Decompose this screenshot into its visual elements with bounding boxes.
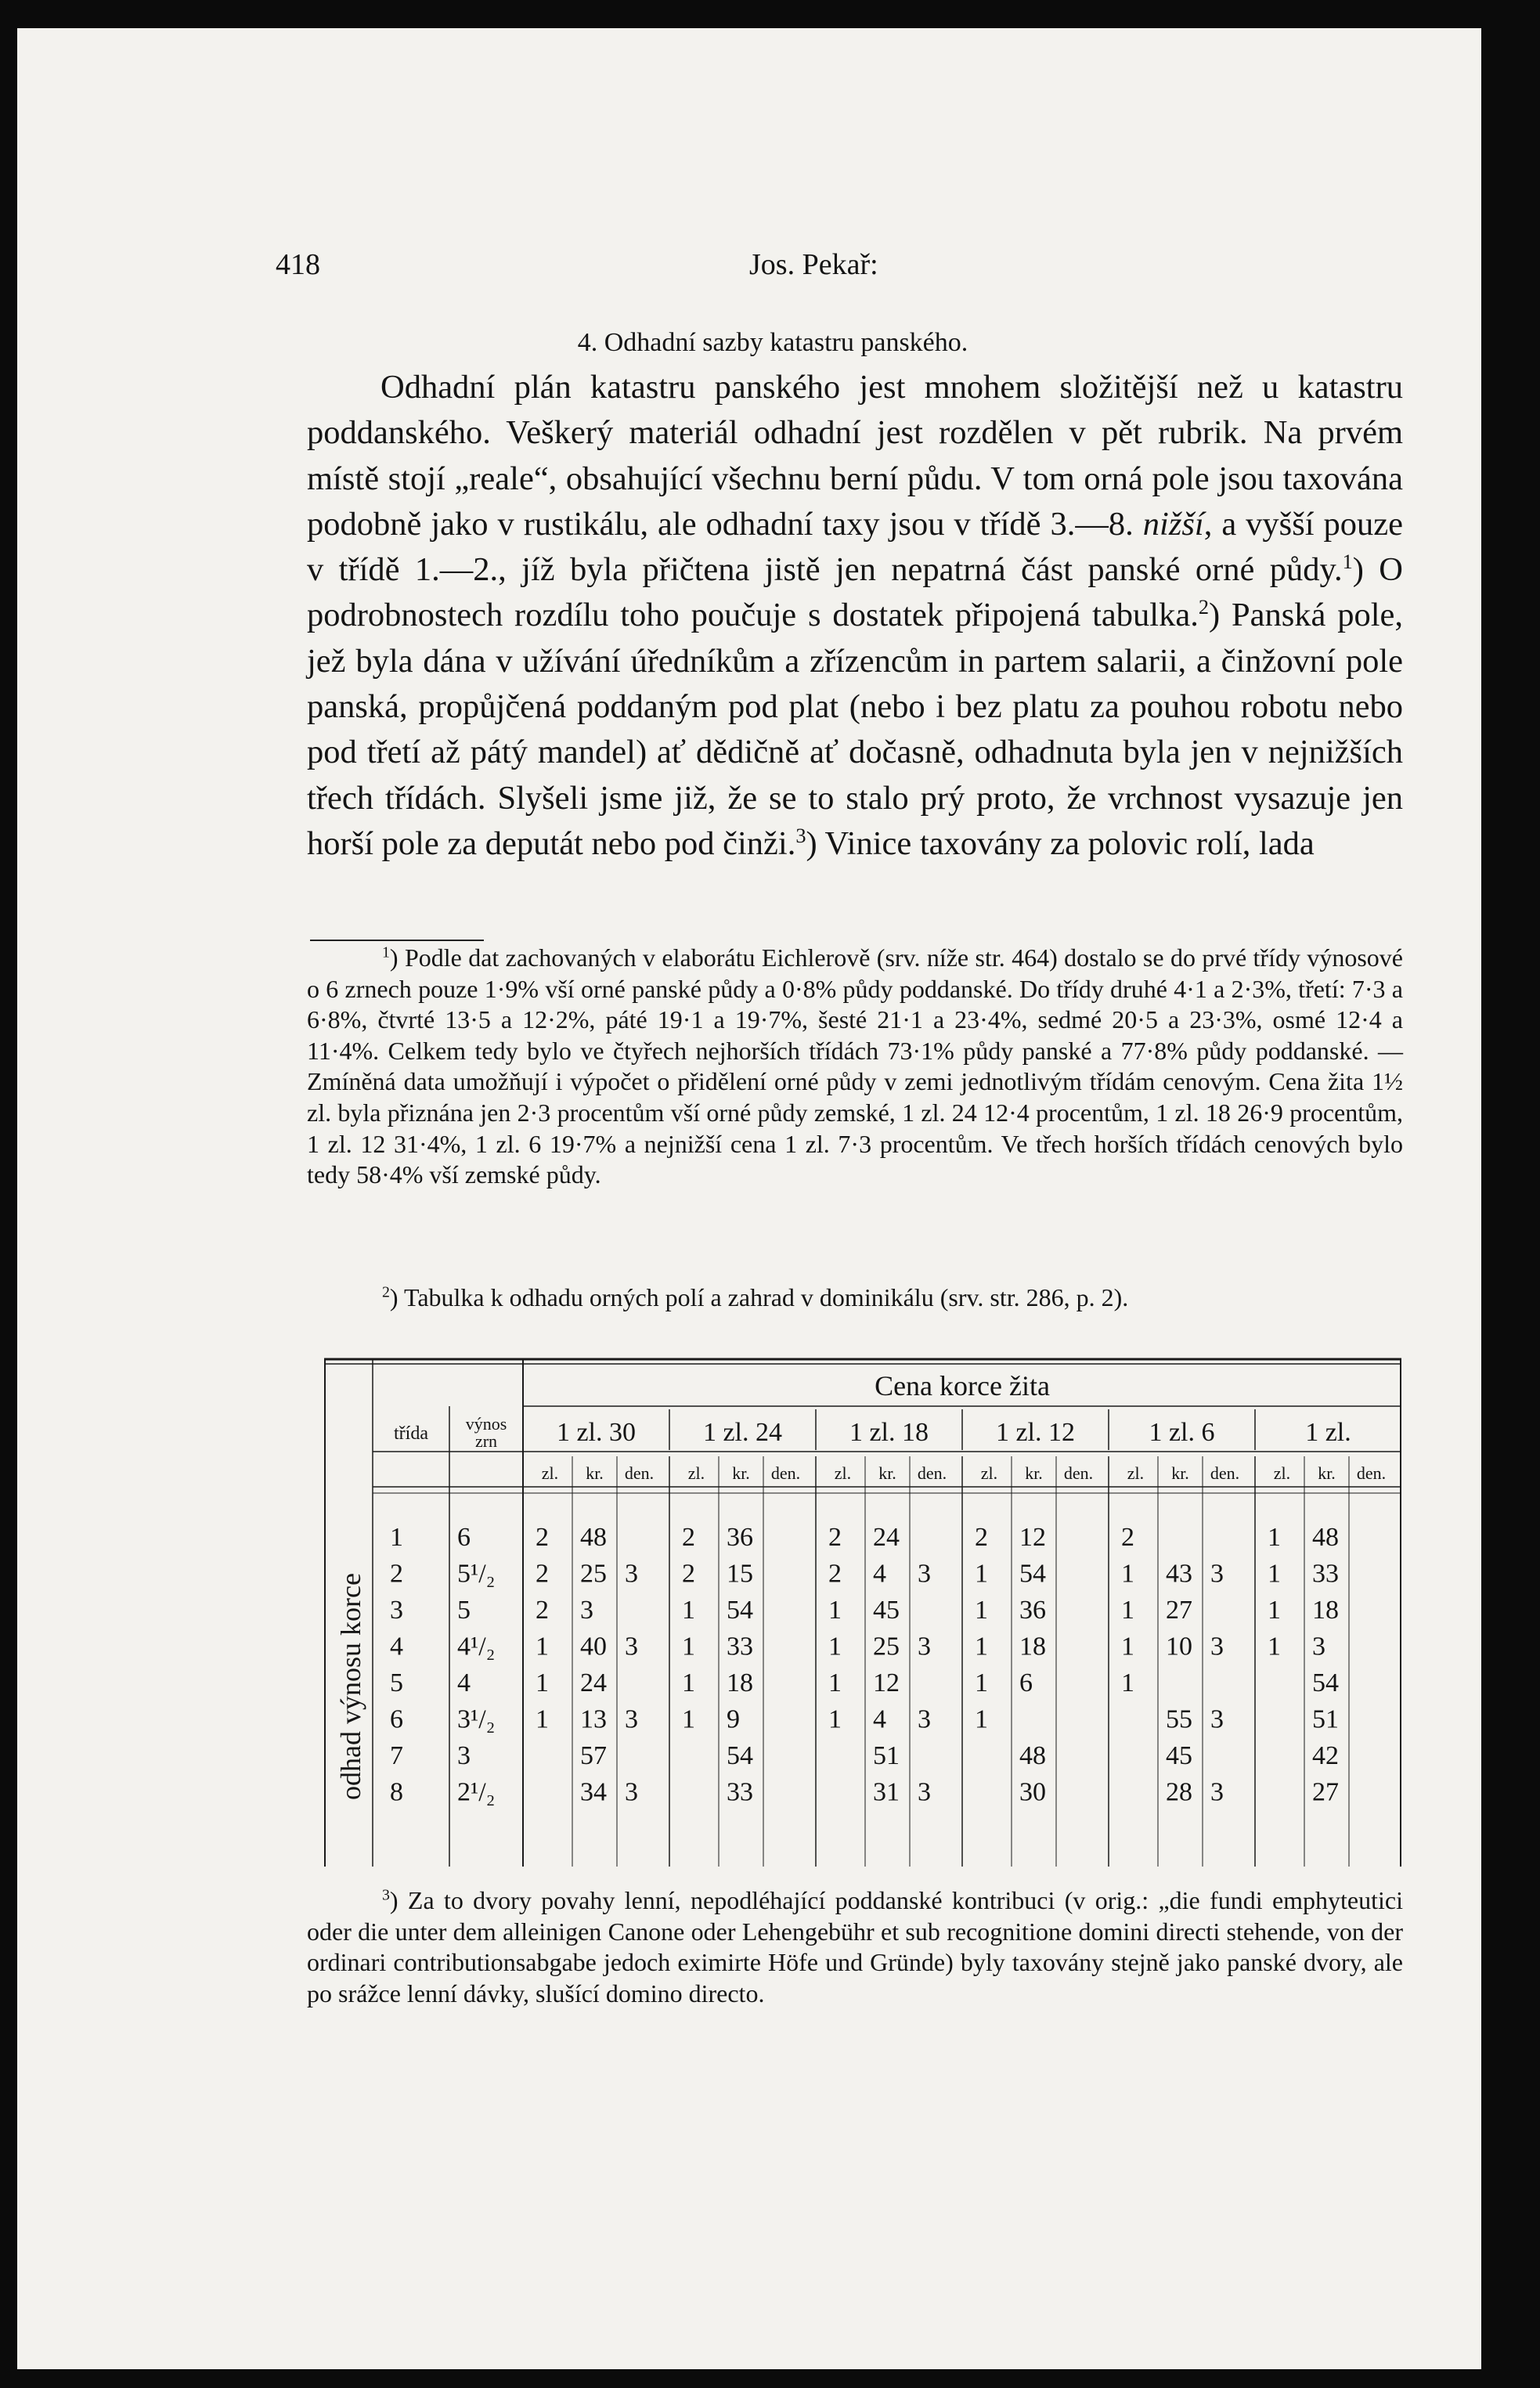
row-vynos: 2¹/₂ — [457, 1777, 496, 1807]
row-vynos: 3¹/₂ — [457, 1704, 496, 1734]
table-cell: 1 — [828, 1596, 842, 1625]
table-cell: 1 — [1121, 1632, 1134, 1661]
row-vynos: 6 — [457, 1523, 471, 1552]
table-cell: 3 — [1210, 1704, 1224, 1734]
table-cell: 34 — [580, 1777, 607, 1807]
table-cell: 33 — [727, 1777, 753, 1807]
table-cell: 2 — [1121, 1523, 1134, 1552]
row-trida: 5 — [390, 1668, 403, 1697]
unit-label: kr. — [1318, 1463, 1336, 1483]
price-group-label: 1 zl. 6 — [1149, 1418, 1215, 1447]
section-title: 4. Odhadní sazby katastru panského. — [577, 328, 968, 357]
unit-label: zl. — [834, 1463, 852, 1483]
header-vynos-unit: zrn — [474, 1431, 498, 1451]
table-cell: 2 — [828, 1559, 842, 1589]
footnote-3: $^3$) Za to dvory povahy lenní, nepodléhající poddanské kontribuci (v orig.: „die fundi emphyteutici oder die unter dem alleinigen Canone oder Lehengebühr et sub recognitione domini directi stehende, von der ordinari contributionsabgabe jedoch eximirte Höfe und Gründe) byly taxovány stejně jako panské dvory, ale po srážce lenní dávky, slušící domino directo. — [307, 1886, 1403, 2007]
unit-label: den. — [1356, 1463, 1387, 1483]
unit-label: kr. — [1171, 1463, 1189, 1483]
row-vynos: 4 — [457, 1668, 471, 1697]
side-label: odhad výnosu korce — [335, 1573, 366, 1800]
row-vynos: 4¹/₂ — [457, 1632, 496, 1661]
footnote-ref-1: 1 — [1342, 550, 1353, 574]
table-cell: 55 — [1166, 1704, 1192, 1734]
table-cell: 1 — [975, 1704, 988, 1734]
table-cell: 1 — [828, 1704, 842, 1734]
table-cell: 10 — [1166, 1632, 1192, 1661]
table-cell: 1 — [682, 1704, 695, 1734]
table-cell: 30 — [1019, 1777, 1046, 1807]
price-group-label: 1 zl. — [1305, 1418, 1351, 1447]
table-cell: 9 — [727, 1704, 740, 1734]
price-group-label: 1 zl. 12 — [995, 1418, 1076, 1447]
table-cell: 57 — [580, 1741, 607, 1770]
table-cell: 33 — [1312, 1559, 1339, 1589]
table-cell: 24 — [873, 1523, 900, 1552]
table-cell: 1 — [536, 1632, 549, 1661]
table-cell: 3 — [625, 1704, 638, 1734]
unit-label: zl. — [1127, 1463, 1145, 1483]
table-cell: 28 — [1166, 1777, 1192, 1807]
table-cell: 3 — [918, 1559, 931, 1589]
table-cell: 24 — [580, 1668, 607, 1697]
footnote-2: $^2$) Tabulka k odhadu orných polí a zahrad v dominikálu (srv. str. 286, p. 2). — [382, 1283, 1129, 1311]
table-cell: 48 — [580, 1523, 607, 1552]
table-cell: 3 — [580, 1596, 593, 1625]
table-cell: 3 — [625, 1632, 638, 1661]
table-cell: 45 — [1166, 1741, 1192, 1770]
table-cell: 25 — [873, 1632, 900, 1661]
table-cell: 51 — [873, 1741, 900, 1770]
table-cell: 3 — [918, 1632, 931, 1661]
table-cell: 54 — [727, 1741, 753, 1770]
table-cell: 3 — [918, 1704, 931, 1734]
table-cell: 18 — [727, 1668, 753, 1697]
table-cell: 1 — [1121, 1668, 1134, 1697]
unit-label: den. — [624, 1463, 655, 1483]
unit-label: zl. — [687, 1463, 705, 1483]
table-cell: 1 — [975, 1632, 988, 1661]
unit-label: kr. — [1025, 1463, 1043, 1483]
table-cell: 1 — [975, 1559, 988, 1589]
table-cell: 1 — [1121, 1596, 1134, 1625]
table-cell: 2 — [536, 1523, 549, 1552]
table-cell: 18 — [1312, 1596, 1339, 1625]
table-cell: 1 — [1268, 1632, 1281, 1661]
table-cell: 27 — [1312, 1777, 1339, 1807]
row-trida: 3 — [390, 1596, 403, 1625]
table-cell: 4 — [873, 1704, 886, 1734]
table-cell: 1 — [682, 1632, 695, 1661]
unit-label: den. — [1063, 1463, 1094, 1483]
unit-label: den. — [1210, 1463, 1240, 1483]
tax-rate-table-drawing — [324, 1358, 1401, 1874]
footnote-1: $^1$) Podle dat zachovaných v elaborátu Eichlerově (srv. níže str. 464) dostalo se do prvé třídy výnosové o 6 zrnech pouze 1·9% vší orné panské půdy a 0·8% půdy poddanské. Do třídy druhé 4·1 a 2·3%, třetí: 7·3 a 6·8%, čtvrté 13·5 a 12·2%, páté 19·1 a 19·7%, šesté 21·1 a 23·4%, sedmé 20·5 a 23·3%, osmé 12·4 a 11·4%. Celkem tedy bylo ve čtyřech nejhorších třídách 73·1% půdy panské a 77·8% půdy poddanské. — Zmíněná data umožňují i výpočet o přidělení orné půdy v zemi jednotlivým třídám cenovým. Cena žita 1½ zl. byla přiznána jen 2·3 procentům vší orné půdy zemské, 1 zl. 24 12·4 procentům, 1 zl. 18 26·9 procentům, 1 zl. 12 31·4%, 1 zl. 6 19·7% a nejnižší cena 1 zl. 7·3 procentům. Ve třech horších třídách cenových bylo tedy 58·4% vší zemské půdy. — [307, 943, 1403, 1189]
table-cell: 1 — [828, 1632, 842, 1661]
row-trida: 2 — [390, 1559, 403, 1589]
table-cell: 18 — [1019, 1632, 1046, 1661]
table-cell: 2 — [536, 1559, 549, 1589]
table-cell: 3 — [1210, 1777, 1224, 1807]
table-cell: 1 — [1268, 1523, 1281, 1552]
table-caption: Cena korce žita — [875, 1370, 1050, 1401]
unit-label: den. — [770, 1463, 801, 1483]
header-vynos: výnos — [465, 1414, 507, 1434]
table-cell: 54 — [1312, 1668, 1339, 1697]
table-cell: 3 — [918, 1777, 931, 1807]
table-cell: 25 — [580, 1559, 607, 1589]
tax-rate-table — [324, 1358, 1401, 1874]
page-number: 418 — [276, 248, 320, 281]
table-cell: 1 — [1121, 1559, 1134, 1589]
price-group-label: 1 zl. 30 — [556, 1418, 637, 1447]
running-head-author: Jos. Pekař: — [749, 248, 878, 281]
table-cell: 36 — [727, 1523, 753, 1552]
table-cell: 1 — [1268, 1596, 1281, 1625]
table-cell: 36 — [1019, 1596, 1046, 1625]
unit-label: zl. — [541, 1463, 559, 1483]
page-header — [17, 247, 1481, 294]
table-cell: 1 — [682, 1596, 695, 1625]
table-cell: 54 — [1019, 1559, 1046, 1589]
table-cell: 48 — [1019, 1741, 1046, 1770]
row-trida: 7 — [390, 1741, 403, 1770]
body-paragraph: Odhadní plán katastru panského jest mnohem složitější než u katastru poddanského. Veškerý materiál odhadní jest rozdělen v pět rubrik. Na prvém místě stojí „reale“, obsahující všechnu berní půdu. V tom orná pole jsou taxována podobně jako v rustikálu, ale odhadní taxy jsou v třídě 3.—8. nižší, a vyšší pouze v třídě 1.—2., jíž byla přičtena jistě jen nepatrná část panské orné půdy.$^1$) O podrobnostech rozdílu toho poučuje s dostatek připojená tabulka.$^2$) Panská pole, jež byla dána v užívání úředníkům a zřízencům in partem salarii, a činžovní pole panská, propůjčená poddaným pod plat (nebo i bez platu za pouhou robotu nebo pod třetí až pátý mandel) ať dědičně ať dočasně, odhadnuta byla jen v nejnižších třech třídách. Slyšeli jsme již, že se to stalo prý proto, že vrchnost vysazuje jen horší pole za deputát nebo pod činži.$^3$) Vinice taxovány za polovic rolí, lada — [307, 369, 1404, 862]
table-cell: 12 — [1019, 1523, 1046, 1552]
unit-label: zl. — [980, 1463, 998, 1483]
table-cell: 27 — [1166, 1596, 1192, 1625]
table-cell: 3 — [625, 1777, 638, 1807]
table-cell: 1 — [682, 1668, 695, 1697]
table-cell: 1 — [1268, 1559, 1281, 1589]
footnote-ref-2: 2 — [1198, 596, 1209, 619]
table-cell: 31 — [873, 1777, 900, 1807]
unit-label: kr. — [878, 1463, 896, 1483]
table-cell: 4 — [873, 1559, 886, 1589]
header-trida: třída — [394, 1423, 428, 1444]
table-cell: 3 — [625, 1559, 638, 1589]
row-vynos: 5 — [457, 1596, 471, 1625]
row-trida: 8 — [390, 1777, 403, 1807]
price-group-label: 1 zl. 18 — [849, 1418, 929, 1447]
scanned-page — [17, 28, 1481, 2369]
table-cell: 48 — [1312, 1523, 1339, 1552]
table-cell: 1 — [536, 1704, 549, 1734]
table-cell: 2 — [682, 1523, 695, 1552]
table-cell: 42 — [1312, 1741, 1339, 1770]
price-group-label: 1 zl. 24 — [702, 1418, 783, 1447]
table-cell: 33 — [727, 1632, 753, 1661]
table-cell: 1 — [975, 1668, 988, 1697]
table-cell: 2 — [975, 1523, 988, 1552]
table-cell: 2 — [682, 1559, 695, 1589]
table-cell: 45 — [873, 1596, 900, 1625]
table-cell: 2 — [828, 1523, 842, 1552]
table-cell: 2 — [536, 1596, 549, 1625]
table-cell: 1 — [536, 1668, 549, 1697]
row-vynos: 3 — [457, 1741, 471, 1770]
table-cell: 1 — [975, 1596, 988, 1625]
table-cell: 3 — [1210, 1559, 1224, 1589]
table-cell: 12 — [873, 1668, 900, 1697]
table-cell: 54 — [727, 1596, 753, 1625]
unit-label: kr. — [586, 1463, 604, 1483]
unit-label: kr. — [732, 1463, 750, 1483]
row-vynos: 5¹/₂ — [457, 1559, 496, 1589]
table-cell: 3 — [1210, 1632, 1224, 1661]
row-trida: 1 — [390, 1523, 403, 1552]
table-cell: 15 — [727, 1559, 753, 1589]
row-trida: 6 — [390, 1704, 403, 1734]
table-cell: 3 — [1312, 1632, 1325, 1661]
table-cell: 43 — [1166, 1559, 1192, 1589]
unit-label: den. — [917, 1463, 947, 1483]
footnote-separator — [310, 940, 484, 941]
footnote-ref-3: 3 — [795, 824, 806, 847]
table-cell: 40 — [580, 1632, 607, 1661]
table-cell: 1 — [828, 1668, 842, 1697]
unit-label: zl. — [1273, 1463, 1291, 1483]
table-cell: 6 — [1019, 1668, 1033, 1697]
table-cell: 13 — [580, 1704, 607, 1734]
table-cell: 51 — [1312, 1704, 1339, 1734]
row-trida: 4 — [390, 1632, 403, 1661]
